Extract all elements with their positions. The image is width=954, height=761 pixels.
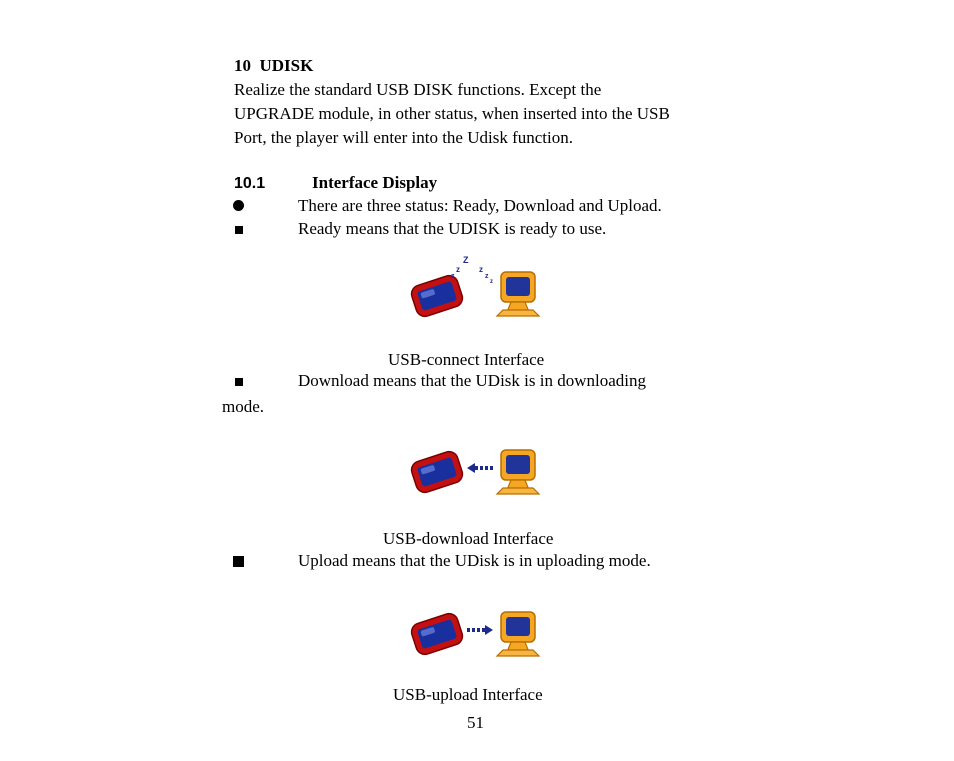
arrow-left-icon (467, 463, 493, 473)
arrow-right-icon (467, 625, 493, 635)
section-number: 10 (234, 56, 251, 75)
mp3-player-icon (409, 273, 465, 318)
download-text-line2: mode. (222, 397, 265, 416)
usb-upload-figure (405, 594, 541, 670)
section-heading (234, 55, 313, 77)
subsection-number: 10.1 (234, 175, 266, 192)
svg-text:z: z (456, 265, 460, 274)
ready-text: Ready means that the UDISK is ready to use. (298, 219, 607, 238)
svg-text:z: z (485, 273, 489, 280)
mp3-player-icon (409, 611, 465, 656)
connect-caption: USB-connect Interface (388, 350, 545, 369)
usb-download-figure (405, 432, 541, 508)
status-intro: There are three status: Ready, Download and Upload. (298, 196, 662, 215)
intro-line-2: UPGRADE module, in other status, when inserted into the USB (234, 104, 670, 123)
subsection-title: Interface Display (312, 173, 438, 192)
section-title: UDISK (259, 56, 314, 75)
download-text-line1: Download means that the UDisk is in downloading (298, 371, 646, 390)
upload-caption: USB-upload Interface (393, 685, 543, 704)
svg-text:z: z (479, 265, 483, 274)
intro-line-1: Realize the standard USB DISK functions. Except the (234, 80, 602, 99)
computer-icon (497, 272, 539, 316)
computer-icon (497, 450, 539, 494)
svg-text:z: z (451, 273, 455, 280)
bullet-square (235, 226, 243, 234)
svg-text:Z: Z (463, 255, 469, 265)
bullet-square (235, 378, 243, 386)
subsection-heading (234, 172, 438, 195)
page-number: 51 (467, 713, 484, 732)
upload-text: Upload means that the UDisk is in uploading mode. (298, 551, 651, 570)
download-caption: USB-download Interface (383, 529, 554, 548)
svg-text:z: z (490, 279, 493, 285)
bullet-square (233, 556, 244, 567)
computer-icon (497, 612, 539, 656)
intro-line-3: Port, the player will enter into the Udisk function. (234, 128, 573, 147)
mp3-player-icon (409, 449, 465, 494)
usb-connect-figure (405, 250, 541, 326)
bullet-dot (233, 200, 244, 211)
